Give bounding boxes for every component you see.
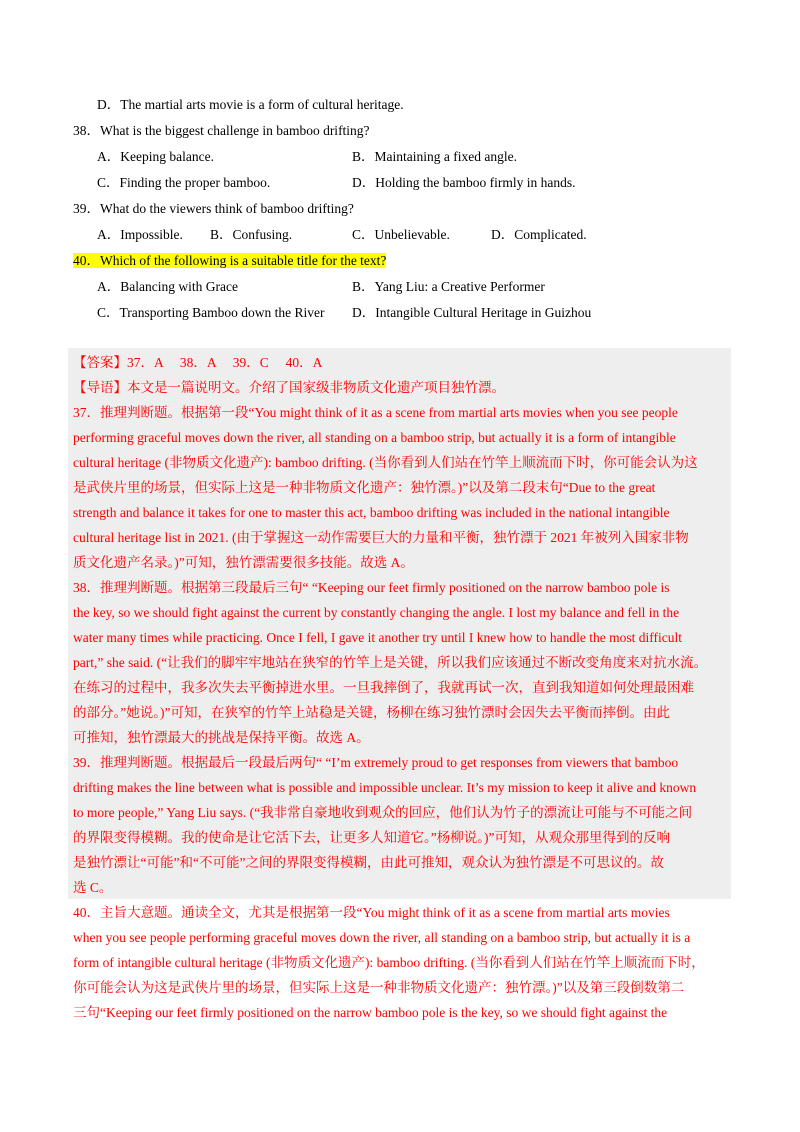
- q38-option-d: D．Holding the bamboo firmly in hands.: [352, 175, 576, 190]
- q39-option-a: A．Impossible.: [97, 227, 183, 242]
- q40-option-b: B．Yang Liu: a Creative Performer: [352, 279, 545, 294]
- q38-option-c: C．Finding the proper bamboo.: [97, 175, 271, 190]
- q38-option-b: B．Maintaining a fixed angle.: [352, 149, 517, 164]
- explanation-line: 选 C。: [73, 880, 113, 895]
- explanation-line: to more people,” Yang Liu says. (“我非常自豪地收到观众的回应，他们认为竹子的漂流让可能与不可能之间: [73, 805, 693, 820]
- explanation-line: part,” she said. (“让我们的脚牢牢地站在狭窄的竹竿上是关键，所以我们应该通过不断改变角度来对抗水流。: [73, 655, 708, 670]
- explanation-line: 38．推理判断题。根据第三段最后三句“ “Keeping our feet firmly positioned on the narrow bamboo pole is: [73, 580, 670, 595]
- q39-stem: 39．What do the viewers think of bamboo drifting?: [73, 201, 354, 216]
- explanation-line: 你可能会认为这是武侠片里的场景，但实际上这是一种非物质文化遗产：独竹漂。)”以及第三段倒数第二: [73, 980, 685, 995]
- q39-option-b: B．Confusing.: [210, 227, 293, 242]
- q40-option-a: A．Balancing with Grace: [97, 279, 238, 294]
- explanation-line: 可推知，独竹漂最大的挑战是保持平衡。故选 A。: [73, 730, 370, 745]
- explanation-line: form of intangible cultural heritage (非物质文化遗产): bamboo drifting. (当你看到人们站在竹竿上顺流而下时，: [73, 955, 705, 970]
- answer-key: 【答案】37．A 38．A 39．C 40．A: [73, 355, 323, 370]
- explanation-line: water many times while practicing. Once I fell, I gave it another try until I knew how to handle the most difficult: [73, 630, 682, 645]
- q40-stem-highlight: 40．Which of the following is a suitable title for the text?: [73, 253, 387, 268]
- q38-stem: 38．What is the biggest challenge in bamboo drifting?: [73, 123, 370, 138]
- q40-stem: [73, 248, 386, 274]
- explanation-line: 40．主旨大意题。通读全文，尤其是根据第一段“You might think of it as a scene from martial arts movies: [73, 905, 670, 920]
- explanation-line: when you see people performing graceful moves down the river, all standing on a bamboo strip, but actually it is a: [73, 930, 691, 945]
- q40-option-d: D．Intangible Cultural Heritage in Guizhou: [352, 305, 592, 320]
- q38-option-a: A．Keeping balance.: [97, 149, 214, 164]
- explanation-line: the key, so we should fight against the current by constantly changing the angle. I lost my balance and fell in the: [73, 605, 680, 620]
- explanation-line: cultural heritage (非物质文化遗产): bamboo drifting. (当你看到人们站在竹竿上顺流而下时，你可能会认为这: [73, 455, 698, 470]
- explanation-line: 37．推理判断题。根据第一段“You might think of it as a scene from martial arts movies when you see people: [73, 405, 678, 420]
- q37-option-d: D．The martial arts movie is a form of cultural heritage.: [97, 97, 404, 112]
- explanation-line: 39．推理判断题。根据最后一段最后两句“ “I’m extremely proud to get responses from viewers that bamboo: [73, 755, 679, 770]
- q39-option-c: C．Unbelievable.: [352, 227, 450, 242]
- explanation-line: 是独竹漂让“可能”和“不可能”之间的界限变得模糊，由此可推知，观众认为独竹漂是不可思议的。故: [73, 855, 664, 870]
- explanation-line: 的界限变得模糊。我的使命是让它活下去，让更多人知道它。”杨柳说。)”可知，从观众那里得到的反响: [73, 830, 670, 845]
- explanation-line: 在练习的过程中，我多次失去平衡掉进水里。一旦我摔倒了，我就再试一次，直到我知道如何处理最困难: [73, 680, 694, 695]
- q39-option-d: D．Complicated.: [491, 227, 587, 242]
- explanation-line: drifting makes the line between what is possible and impossible unclear. It’s my mission to keep it alive and known: [73, 780, 697, 795]
- explanation-line: 的部分。”她说。)”可知，在狭窄的竹竿上站稳是关键，杨柳在练习独竹漂时会因失去平衡而摔倒。由此: [73, 705, 670, 720]
- explanation-line: 是武侠片里的场景，但实际上这是一种非物质文化遗产：独竹漂。)”以及第二段末句“Due to the great: [73, 480, 656, 495]
- q40-option-c: C．Transporting Bamboo down the River: [97, 305, 325, 320]
- explanation-line: performing graceful moves down the river, all standing on a bamboo strip, but actually it is a form of intangible: [73, 430, 676, 445]
- explanation-line: strength and balance it takes for one to master this act, bamboo drifting was included in the national intangible: [73, 505, 670, 520]
- guide-summary: 【导语】本文是一篇说明文。介绍了国家级非物质文化遗产项目独竹漂。: [73, 380, 505, 395]
- explanation-line: cultural heritage list in 2021. (由于掌握这一动作需要巨大的力量和平衡，独竹漂于 2021 年被列入国家非物: [73, 530, 689, 545]
- explanation-line: 三句“Keeping our feet firmly positioned on the narrow bamboo pole is the key, so we should fight against the: [73, 1005, 668, 1020]
- explanation-line: 质文化遗产名录。)”可知，独竹漂需要很多技能。故选 A。: [73, 555, 414, 570]
